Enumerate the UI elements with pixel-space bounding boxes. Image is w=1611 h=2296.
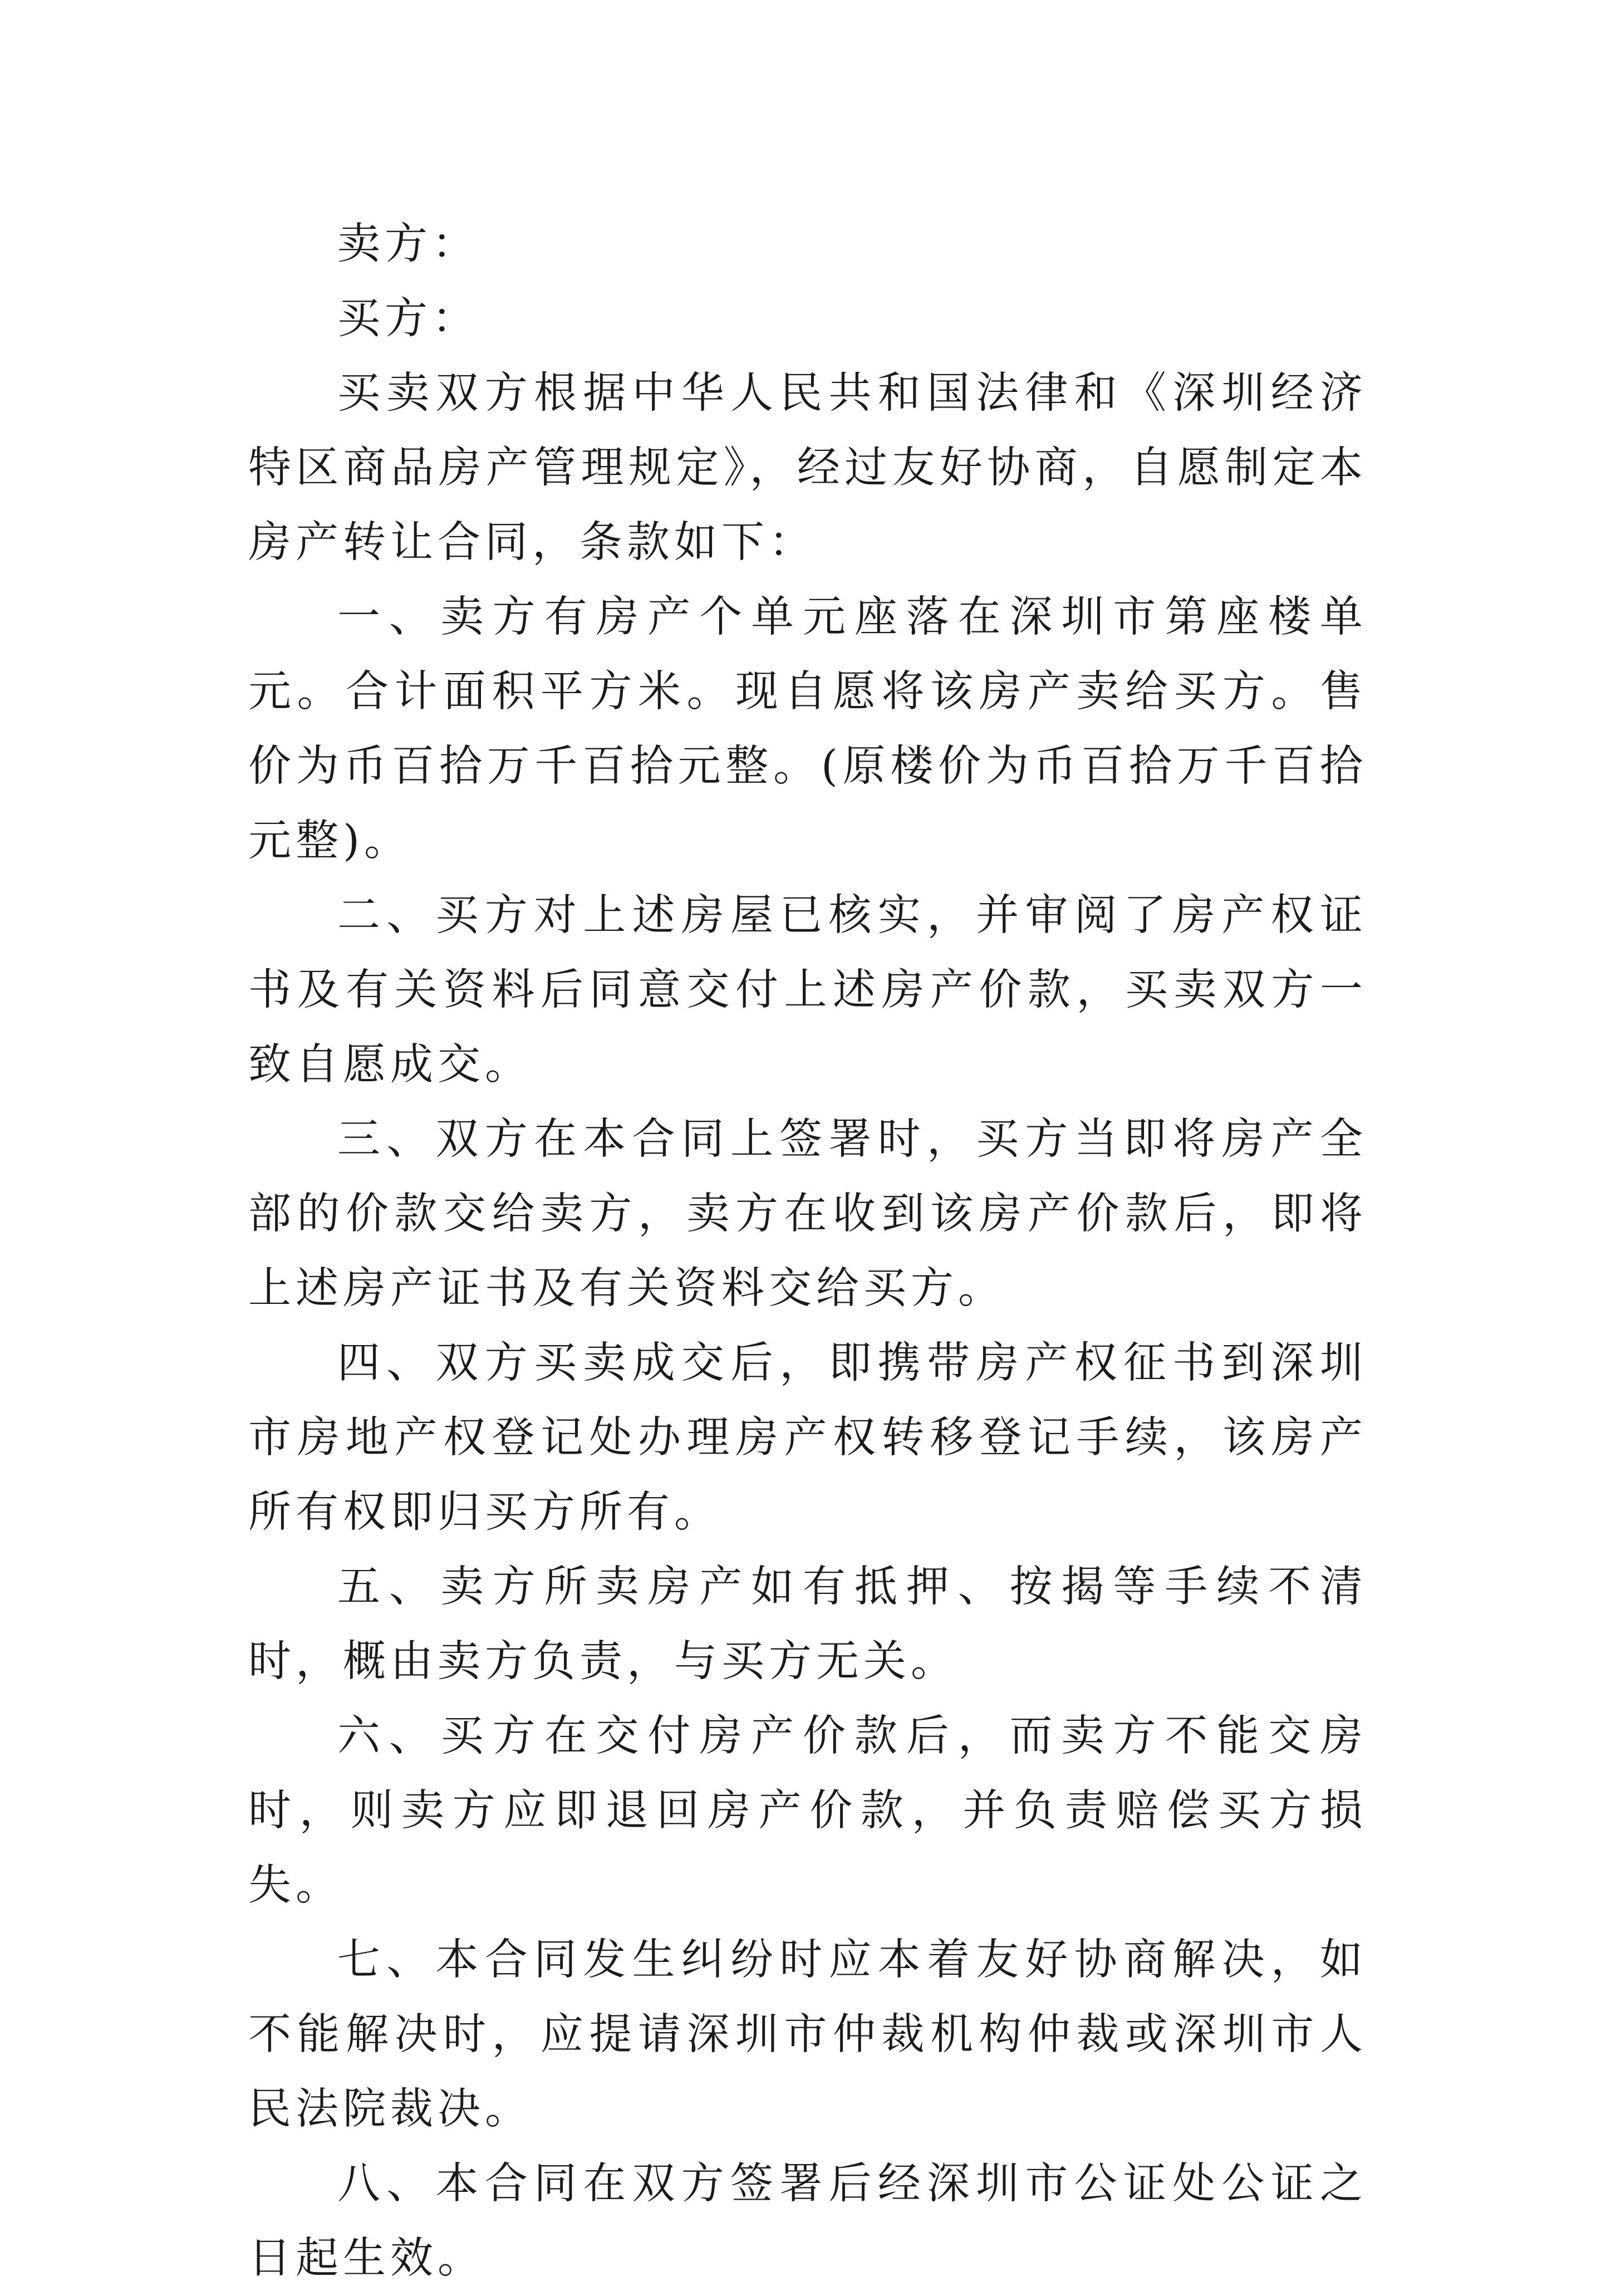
contract-body — [248, 207, 1367, 2296]
intro-paragraph: 买卖双方根据中华人民共和国法律和《深圳经济特区商品房产管理规定》，经过友好协商，自愿制定本房产转让合同，条款如下： — [248, 369, 1367, 567]
clause-7: 七、本合同发生纠纷时应本着友好协商解决，如不能解决时，应提请深圳市仲裁机构仲裁或深圳市人民法院裁决。 — [248, 1935, 1367, 2134]
clause-8: 八、本合同在双方签署后经深圳市公证处公证之日起生效。 — [248, 2159, 1367, 2283]
clause-4: 四、双方买卖成交后，即携带房产权征书到深圳市房地产权登记处办理房产权转移登记手续，该房产所有权即归买方所有。 — [248, 1338, 1367, 1537]
clause-6: 六、买方在交付房产价款后，而卖方不能交房时，则卖方应即退回房产价款，并负责赔偿买方损失。 — [248, 1711, 1367, 1910]
seller-line: 卖方： — [337, 219, 479, 269]
clause-5: 五、卖方所卖房产如有抵押、按揭等手续不清时，概由卖方负责，与买方无关。 — [248, 1562, 1367, 1686]
clause-3: 三、双方在本合同上签署时，买方当即将房产全部的价款交给卖方，卖方在收到该房产价款后，即将上述房产证书及有关资料交给买方。 — [248, 1115, 1367, 1313]
clause-1: 一、卖方有房产个单元座落在深圳市第座楼单元。合计面积平方米。现自愿将该房产卖给买方。售价为币百拾万千百拾元整。(原楼价为币百拾万千百拾元整)。 — [248, 592, 1367, 866]
buyer-line: 买方： — [337, 294, 479, 344]
clause-2: 二、买方对上述房屋已核实，并审阅了房产权证书及有关资料后同意交付上述房产价款，买卖双方一致自愿成交。 — [248, 891, 1367, 1090]
